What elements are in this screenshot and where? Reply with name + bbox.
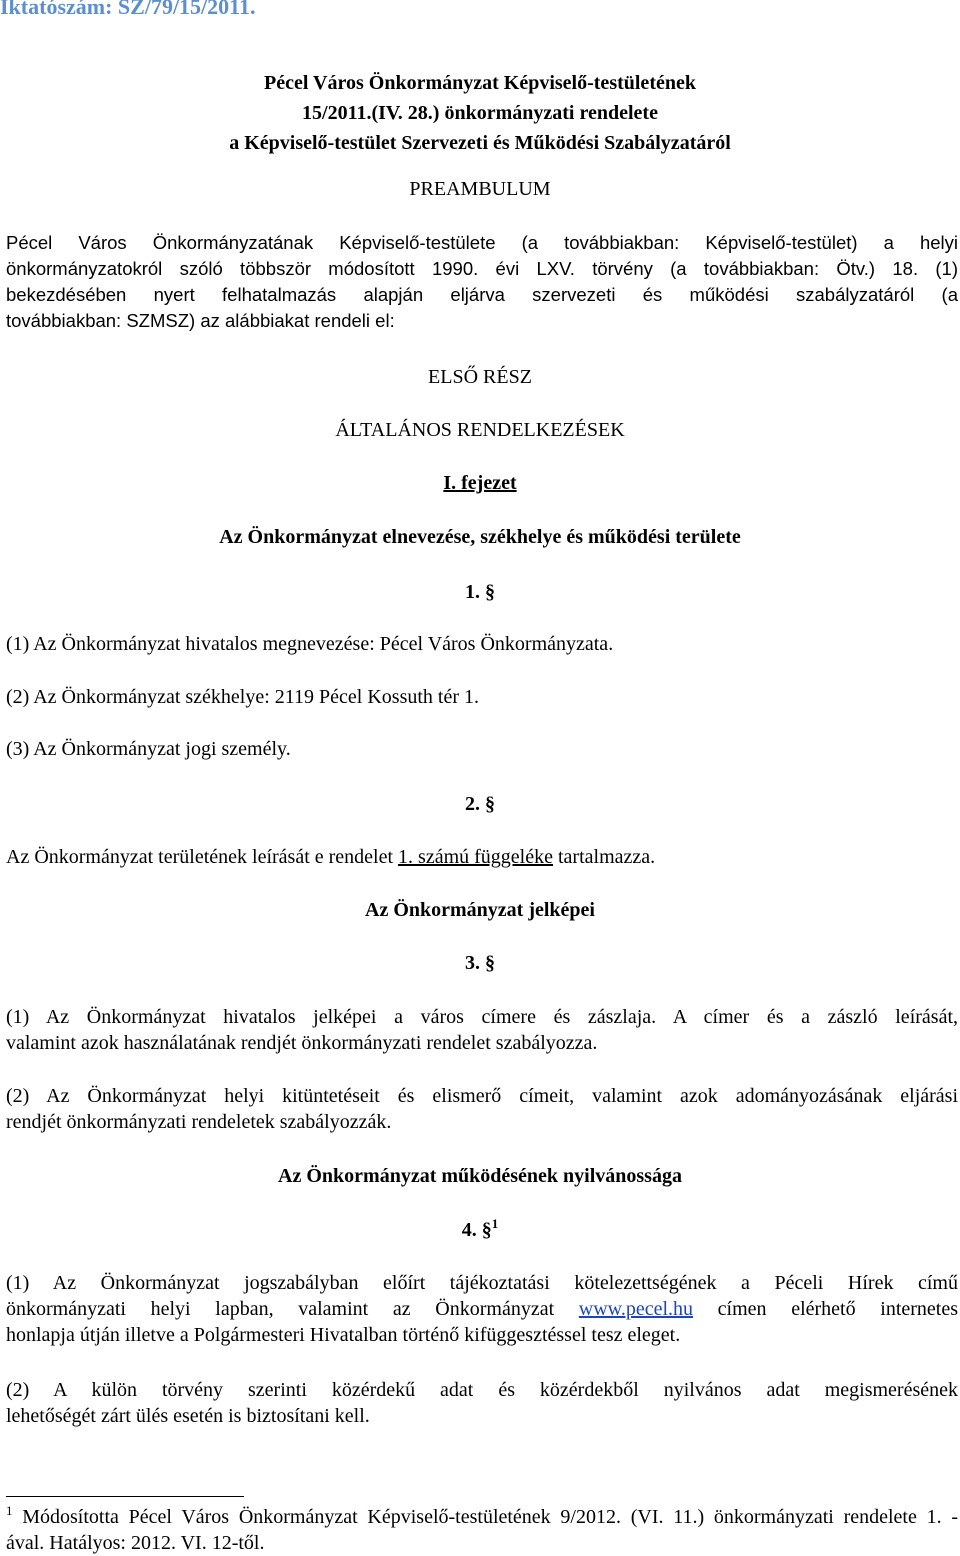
section-4-p1-line-1: (1) Az Önkormányzat jogszabályban előírt tájékoztatási kötelezettségének a Péceli Hírek című bbox=[6, 1272, 958, 1294]
chapter-number-text: I. fejezet bbox=[443, 472, 517, 494]
preamble-line-4: továbbiakban: SZMSZ) az alábbiakat rendeli el: bbox=[6, 310, 395, 331]
section-3-p2-line-1: (2) Az Önkormányzat helyi kitüntetéseit és elismerő címeit, valamint azok adományozásának eljárási bbox=[6, 1085, 958, 1107]
section-3-paragraph-1 bbox=[6, 1004, 958, 1056]
section-2-text-end: tartalmazza. bbox=[552, 846, 656, 868]
preamble-line-1: Pécel Város Önkormányzatának Képviselő-testülete (a továbbiakban: Képviselő-testület) a helyi bbox=[6, 232, 958, 253]
section-sign-icon: § bbox=[481, 1219, 492, 1241]
section-sign-icon: § bbox=[485, 793, 495, 815]
appendix-1-link[interactable]: 1. számú függeléke bbox=[398, 846, 553, 868]
preamble-line-2: önkormányzatokról szóló többször módosított 1990. évi LXV. törvény (a továbbiakban: Ötv.) 18. (1) bbox=[6, 258, 958, 279]
part-title: ELSŐ RÉSZ bbox=[428, 366, 532, 388]
section-2-label bbox=[0, 791, 960, 817]
section-2-number: 2. bbox=[465, 793, 485, 815]
footnote-line-2: ával. Hatályos: 2012. VI. 12-től. bbox=[6, 1532, 265, 1554]
section-1-number: 1. bbox=[465, 581, 485, 603]
section-2-paragraph bbox=[6, 844, 655, 870]
section-1-paragraph-1: (1) Az Önkormányzat hivatalos megnevezése: Pécel Város Önkormányzata. bbox=[6, 633, 614, 655]
section-4-paragraph-2 bbox=[6, 1377, 958, 1429]
section-4-p1-text: önkormányzati helyi lapban, valamint az Önkormányzat bbox=[6, 1298, 579, 1320]
section-4-p2-line-1: (2) A külön törvény szerinti közérdekű adat és közérdekből nyilvános adat megismerésének bbox=[6, 1379, 958, 1401]
section-4-p2-line-2: lehetőségét zárt ülés esetén is biztosítani kell. bbox=[6, 1405, 370, 1427]
section-3-number: 3. bbox=[465, 952, 485, 974]
symbols-heading: Az Önkormányzat jelképei bbox=[365, 899, 595, 921]
preamble-text bbox=[6, 230, 958, 334]
section-4-label bbox=[0, 1217, 960, 1243]
part-subtitle: ÁLTALÁNOS RENDELKEZÉSEK bbox=[335, 419, 625, 441]
section-3-p1-line-1: (1) Az Önkormányzat hivatalos jelképei a város címere és zászlaja. A címer és a zászló leírását, bbox=[6, 1006, 958, 1028]
footnote-text: Módosította Pécel Város Önkormányzat Képviselő-testületének 9/2012. (VI. 11.) önkormányzati rendelete 1. - bbox=[12, 1506, 958, 1528]
section-1-label bbox=[0, 579, 960, 605]
website-link[interactable]: www.pecel.hu bbox=[578, 1298, 694, 1320]
publicity-heading: Az Önkormányzat működésének nyilvánossága bbox=[278, 1165, 682, 1187]
section-4-p1-text-end: címen elérhető internetes bbox=[693, 1298, 959, 1320]
section-4-p1-line-2 bbox=[6, 1296, 958, 1322]
section-3-label bbox=[0, 950, 960, 976]
registration-number: Iktatószám: SZ/79/15/2011. bbox=[0, 0, 256, 19]
section-3-p2-line-2: rendjét önkormányzati rendeletek szabályozzák. bbox=[6, 1111, 392, 1133]
section-4-number: 4. bbox=[461, 1219, 482, 1241]
footnote bbox=[6, 1504, 958, 1556]
chapter-title: Az Önkormányzat elnevezése, székhelye és működési területe bbox=[219, 526, 741, 548]
footnote-divider bbox=[6, 1496, 244, 1497]
section-1-paragraph-3: (3) Az Önkormányzat jogi személy. bbox=[6, 738, 291, 760]
footnote-line-1 bbox=[6, 1504, 958, 1530]
title-line-2: 15/2011.(IV. 28.) önkormányzati rendelete bbox=[302, 102, 658, 124]
footnote-reference[interactable]: 1 bbox=[491, 1216, 499, 1231]
section-4-paragraph-1 bbox=[6, 1270, 958, 1348]
section-sign-icon: § bbox=[485, 581, 495, 603]
section-1-paragraph-2: (2) Az Önkormányzat székhelye: 2119 Pécel Kossuth tér 1. bbox=[6, 686, 480, 708]
section-3-paragraph-2 bbox=[6, 1083, 958, 1135]
preamble-line-3: bekezdésében nyert felhatalmazás alapján eljárva szervezeti és működési szabályzatáról (a bbox=[6, 284, 958, 305]
section-4-p1-line-3: honlapja útján illetve a Polgármesteri Hivatalban történő kifüggesztéssel tesz eleget. bbox=[6, 1324, 681, 1346]
title-line-3: a Képviselő-testület Szervezeti és Működési Szabályzatáról bbox=[229, 132, 731, 154]
section-3-p1-line-2: valamint azok használatának rendjét önkormányzati rendelet szabályozza. bbox=[6, 1032, 598, 1054]
footnote-mark: 1 bbox=[6, 1503, 13, 1518]
chapter-number bbox=[0, 470, 960, 496]
section-sign-icon: § bbox=[485, 952, 495, 974]
preamble-heading: PREAMBULUM bbox=[409, 178, 551, 200]
title-line-1: Pécel Város Önkormányzat Képviselő-testületének bbox=[264, 72, 696, 94]
section-2-text: Az Önkormányzat területének leírását e rendelet bbox=[6, 846, 399, 868]
document-title bbox=[0, 68, 960, 158]
